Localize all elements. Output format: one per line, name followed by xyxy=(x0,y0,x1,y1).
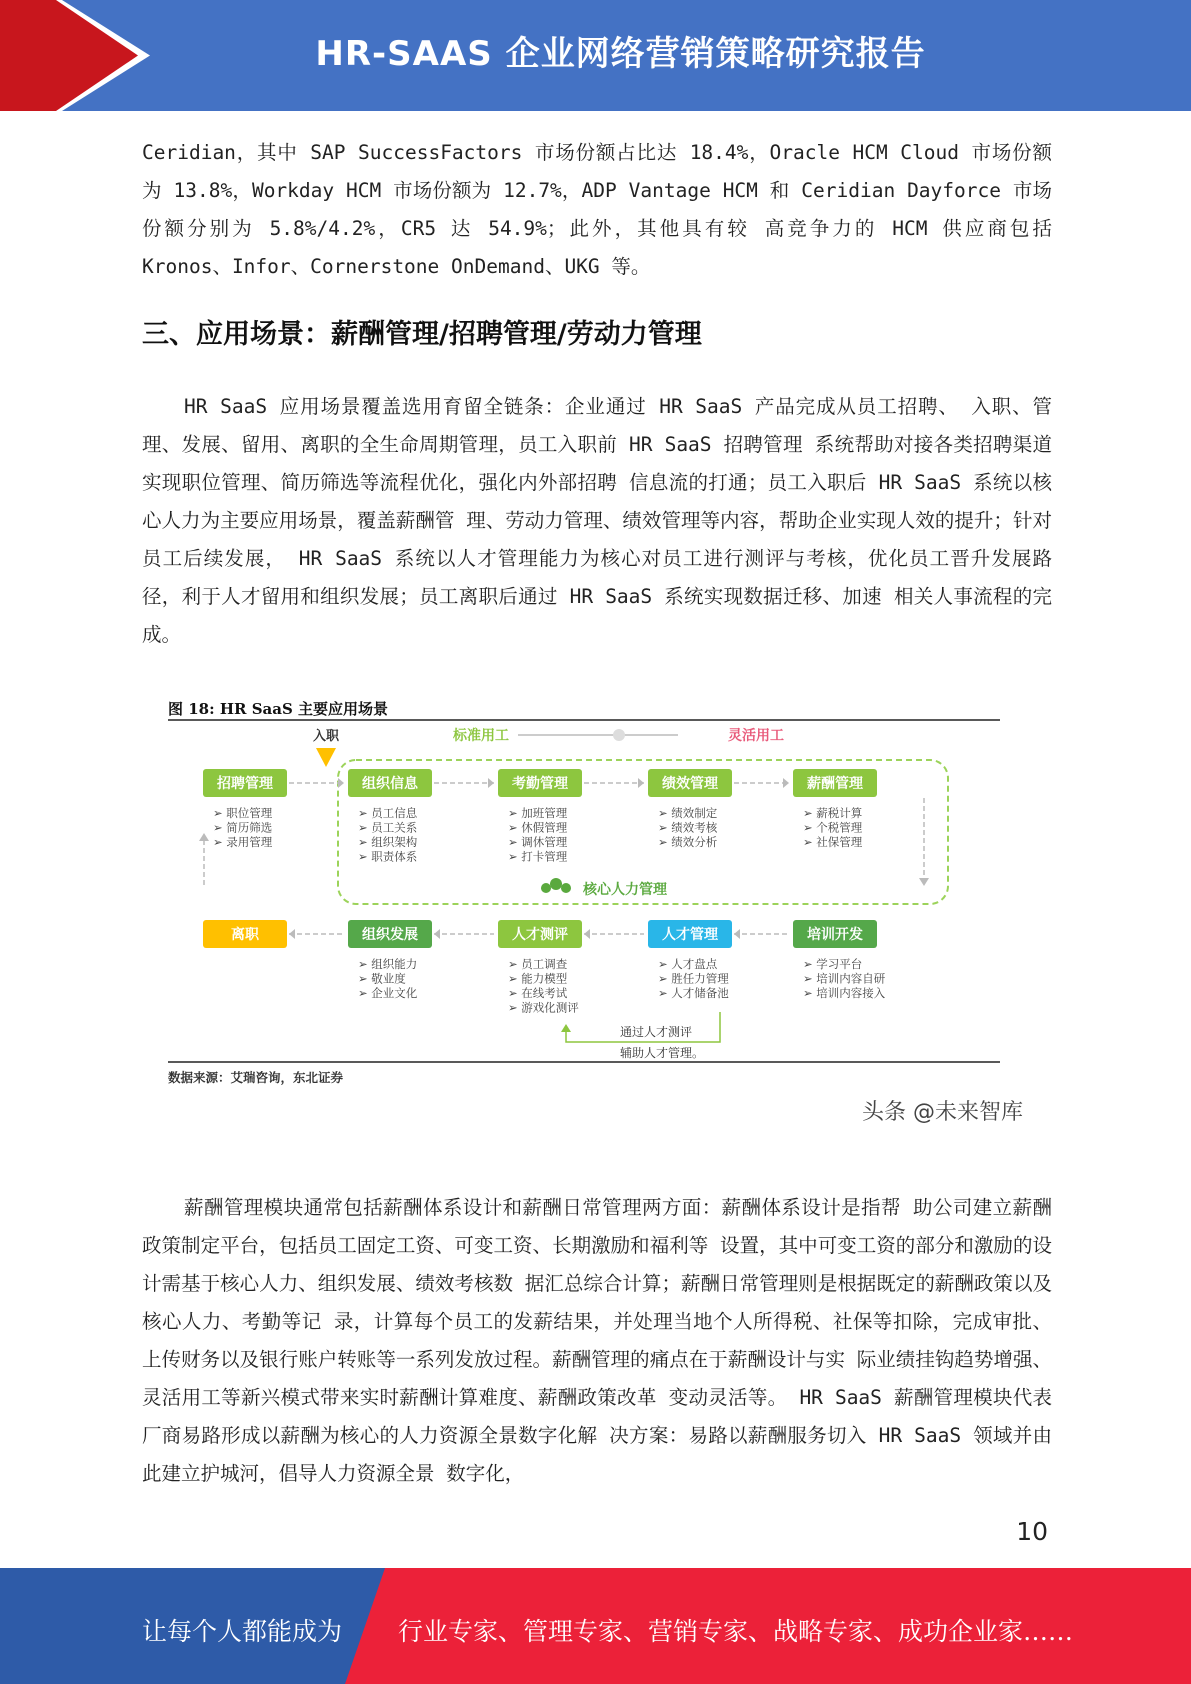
core-label: 核心人力管理 xyxy=(583,882,667,898)
bottom-node-item: ➢ 游戏化测评 xyxy=(508,1000,579,1015)
footer-slogan-left: 让每个人都能成为 xyxy=(142,1617,343,1646)
top-node-item: ➢ 组织架构 xyxy=(358,835,418,849)
flexible-label: 灵活用工 xyxy=(728,728,784,744)
bottom-node-item: ➢ 组织能力 xyxy=(358,957,418,971)
bottom-node-item: ➢ 能力模型 xyxy=(508,971,568,986)
top-node-item: ➢ 社保管理 xyxy=(803,835,863,849)
bottom-node-item: ➢ 胜任力管理 xyxy=(658,971,729,986)
bottom-node-item: ➢ 学习平台 xyxy=(803,957,863,971)
top-node-item: ➢ 绩效考核 xyxy=(658,820,718,835)
bottom-node-item: ➢ 企业文化 xyxy=(358,986,418,1000)
bottom-node-label: 组织发展 xyxy=(362,927,418,943)
page-number: 10 xyxy=(1016,1517,1048,1546)
paragraph-market-share: Ceridian，其中 SAP SuccessFactors 市场份额占比达 18.4%，Oracle HCM Cloud 市场份额为 13.8%，Workday HCM 市场份额为 12.7%，ADP Vantage HCM 和 Ceridian Dayforce 市场份额分别为 5.8%/4.2%，CR5 达 54.9%；此外，其他具有较 高竞争力的 HCM 供应商包括 Kronos、Infor、Cornerstone OnDemand、UKG 等。 xyxy=(142,141,1052,278)
top-node-item: ➢ 员工关系 xyxy=(358,820,418,835)
footer-slogan-right: 行业专家、管理专家、营销专家、战略专家、成功企业家…… xyxy=(398,1617,1074,1646)
top-node-item: ➢ 薪税计算 xyxy=(803,806,863,820)
scenario-diagram xyxy=(168,692,1000,1066)
top-node-item: ➢ 录用管理 xyxy=(213,835,273,849)
section-heading: 三、应用场景：薪酬管理/招聘管理/劳动力管理 xyxy=(142,319,702,350)
bottom-node-label: 离职 xyxy=(231,927,259,943)
page-header xyxy=(0,0,1191,111)
top-node-item: ➢ 简历筛选 xyxy=(213,820,273,835)
bottom-node-item: ➢ 人才储备池 xyxy=(658,986,729,1000)
top-node-item: ➢ 绩效分析 xyxy=(658,835,718,849)
bottom-node-item: ➢ 培训内容自研 xyxy=(803,971,886,986)
note-line-1: 通过人才测评 xyxy=(620,1025,693,1039)
top-node-item: ➢ 打卡管理 xyxy=(508,849,568,864)
bottom-node-item: ➢ 在线考试 xyxy=(508,986,568,1000)
bottom-node-label: 人才管理 xyxy=(662,927,718,943)
figure-source: 数据来源：艾瑞咨询，东北证券 xyxy=(168,1070,344,1085)
paragraph-payroll: 薪酬管理模块通常包括薪酬体系设计和薪酬日常管理两方面：薪酬体系设计是指帮 助公司建立薪酬政策制定平台，包括员工固定工资、可变工资、长期激励和福利等 设置，其中可变工资的部分和激励的设计需基于核心人力、组织发展、绩效考核数 据汇总综合计算；薪酬日常管理则是根据既定的薪酬政策以及核心人力、考勤等记 录，计算每个员工的发薪结果，并处理当地个人所得税、社保等扣除，完成审批、 上传财务以及银行账户转账等一系列发放过程。薪酬管理的痛点在于薪酬设计与实 际业绩挂钩趋势增强、灵活用工等新兴模式带来实时薪酬计算难度、薪酬政策改革 变动灵活等。 HR SaaS 薪酬管理模块代表厂商易路形成以薪酬为核心的人力资源全景数字化解 决方案：易路以薪酬服务切入 HR SaaS 领域并由此建立护城河，倡导人力资源全景 数字化， xyxy=(142,1196,1052,1485)
top-node-label: 招聘管理 xyxy=(217,776,273,792)
bottom-node-item: ➢ 员工调查 xyxy=(508,957,568,971)
figure-hr-saas-scenarios xyxy=(168,692,1000,1085)
bottom-node-label: 人才测评 xyxy=(512,927,568,943)
bottom-node-item: ➢ 敬业度 xyxy=(358,971,406,986)
watermark: 头条 @未来智库 xyxy=(862,1100,1023,1125)
top-node-item: ➢ 绩效制定 xyxy=(658,806,718,820)
top-node-item: ➢ 个税管理 xyxy=(803,820,863,835)
core-hr-group xyxy=(541,878,668,898)
top-node-label: 薪酬管理 xyxy=(807,776,863,792)
top-node-item: ➢ 调休管理 xyxy=(508,835,568,849)
top-node-label: 绩效管理 xyxy=(662,776,718,792)
paragraph-scenarios: HR SaaS 应用场景覆盖选用育留全链条：企业通过 HR SaaS 产品完成从员工招聘、 入职、管理、发展、留用、离职的全生命周期管理，员工入职前 HR SaaS 招聘管理 系统帮助对接各类招聘渠道实现职位管理、简历筛选等流程优化，强化内外部招聘 信息流的打通；员工入职后 HR SaaS 系统以核心人力为主要应用场景，覆盖薪酬管 理、劳动力管理、绩效管理等内容，帮助企业实现人效的提升；针对员工后续发展， HR SaaS 系统以人才管理能力为核心对员工进行测评与考核，优化员工晋升发展路 径，利于人才留用和组织发展；员工离职后通过 HR SaaS 系统实现数据迁移、加速 相关人事流程的完成。 xyxy=(142,395,1052,646)
entry-arrow-icon xyxy=(316,748,336,767)
entry-label: 入职 xyxy=(312,729,340,744)
note-line-2: 辅助人才管理。 xyxy=(620,1046,705,1060)
top-node-item: ➢ 员工信息 xyxy=(358,806,418,820)
top-node-label: 组织信息 xyxy=(362,776,418,792)
standard-label: 标准用工 xyxy=(453,728,509,744)
bottom-node-item: ➢ 培训内容接入 xyxy=(803,986,886,1000)
top-node-label: 考勤管理 xyxy=(512,776,568,792)
top-node-item: ➢ 加班管理 xyxy=(508,806,568,820)
figure-title: 图 18: HR SaaS 主要应用场景 xyxy=(168,700,389,718)
bottom-node-label: 培训开发 xyxy=(807,927,863,943)
bottom-node-item: ➢ 人才盘点 xyxy=(658,957,718,971)
document-title: HR-SAAS 企业网络营销策略研究报告 xyxy=(315,34,926,74)
top-node-item: ➢ 休假管理 xyxy=(508,820,568,835)
top-node-item: ➢ 职位管理 xyxy=(213,806,273,820)
top-node-item: ➢ 职责体系 xyxy=(358,849,418,864)
